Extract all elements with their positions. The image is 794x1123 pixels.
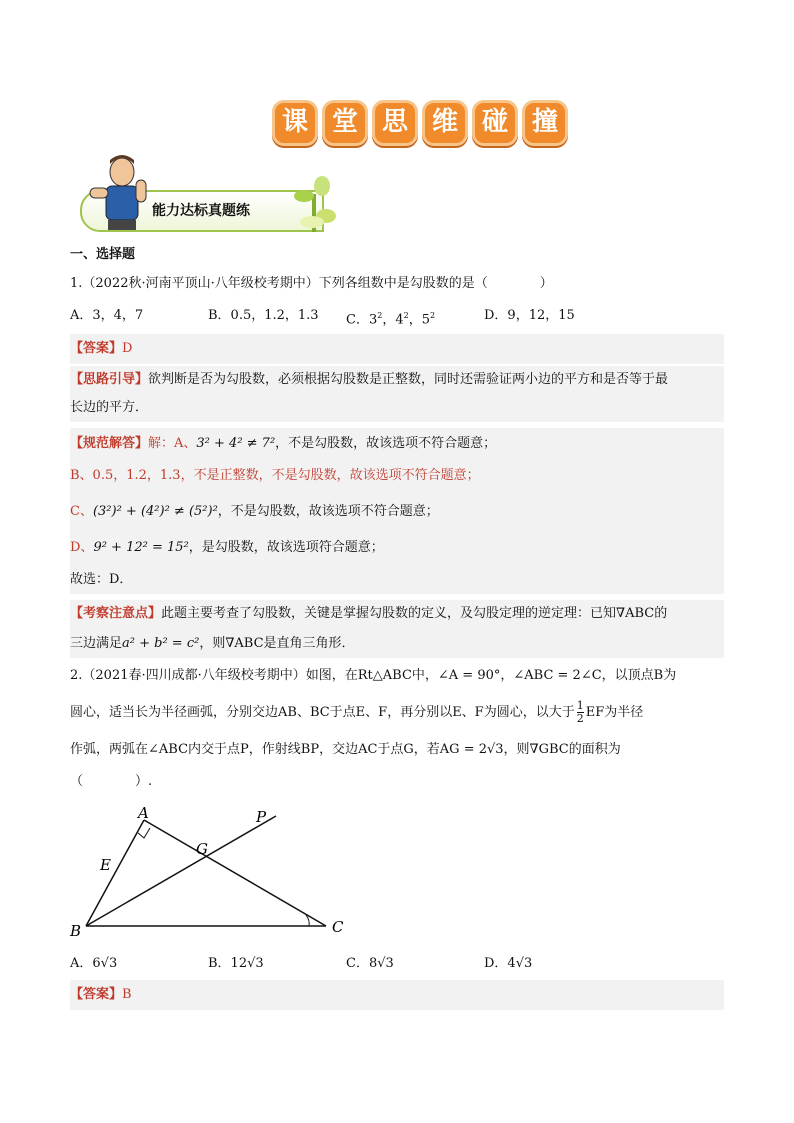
cartoon-man-icon <box>78 150 158 232</box>
sprout-icon <box>290 176 338 232</box>
banner-title <box>272 100 568 146</box>
banner-char: 维 <box>422 100 468 146</box>
q1-conclusion: 故选：D． <box>70 572 133 587</box>
q2-option-d: D．4√3 <box>484 956 533 971</box>
banner-char: 课 <box>272 100 318 146</box>
section-label: 能力达标真题练 <box>152 203 250 219</box>
label-c: C <box>332 918 344 936</box>
q2-stem-line1: 2.（2021春·四川成都·八年级校考期中）如图，在Rt△ABC中，∠A = 90°，∠ABC = 2∠C，以顶点B为 <box>70 668 677 683</box>
label-p: P <box>256 808 267 826</box>
q1-solution-b: B、0.5，1.2，1.3，不是正整数，不是勾股数，故该选项不符合题意； <box>70 468 480 483</box>
q2-stem-line3: 作弧，两弧在∠ABC内交于点P，作射线BP，交边AC于点G，若AG = 2√3，则∇GBC的面积为 <box>70 742 621 757</box>
label-g: G <box>196 840 208 858</box>
section-heading: 一、选择题 <box>70 247 136 262</box>
q1-option-c: C．$3^2$，$4^2$，$5^2$ <box>346 311 436 328</box>
label-b: B <box>70 922 82 940</box>
q1-option-a: A．3，4，7 <box>70 308 144 323</box>
label-a: A <box>138 804 149 822</box>
q1-solution-a: 【规范解答】解：A、3² + 4² ≠ 7²，不是勾股数，故该选项不符合题意； <box>70 436 497 451</box>
q1-note: 【考察注意点】此题主要考查了勾股数，关键是掌握勾股数的定义，及勾股定理的逆定理：已知∇ABC的 <box>70 606 668 621</box>
q2-answer: 【答案】B <box>70 987 132 1002</box>
q1-hint: 【思路引导】欲判断是否为勾股数，必须根据勾股数是正整数，同时还需验证两小边的平方和是否等于最 <box>70 372 669 387</box>
label-e: E <box>100 856 111 874</box>
q1-option-d: D．9，12，15 <box>484 308 575 323</box>
q1-note-cont: 三边满足a² + b² = c²，则∇ABC是直角三角形． <box>70 636 355 651</box>
q2-option-a: A．6√3 <box>70 956 118 971</box>
banner-char: 撞 <box>522 100 568 146</box>
q2-option-c: C．8√3 <box>346 956 394 971</box>
q2-option-b: B．12√3 <box>208 956 264 971</box>
q1-hint-cont: 长边的平方． <box>70 400 149 415</box>
triangle-figure <box>66 800 356 946</box>
q1-answer: 【答案】D <box>70 341 133 356</box>
banner-char: 堂 <box>322 100 368 146</box>
banner-char: 碰 <box>472 100 518 146</box>
q1-stem: 1.（2022秋·河南平顶山·八年级校考期中）下列各组数中是勾股数的是（ ） <box>70 276 553 291</box>
q1-option-b: B．0.5，1.2，1.3 <box>208 308 319 323</box>
q1-solution-d: D、9² + 12² = 15²，是勾股数，故该选项符合题意； <box>70 540 384 555</box>
q1-solution-c: C、(3²)² + (4²)² ≠ (5²)²，不是勾股数，故该选项不符合题意； <box>70 504 439 519</box>
q2-stem-line2: 圆心，适当长为半径画弧，分别交边AB、BC于点E、F，再分别以E、F为圆心，以大于 $\frac{1}{2}$ EF为半径 <box>70 699 644 725</box>
banner-char: 思 <box>372 100 418 146</box>
q2-stem-line4: （ ）. <box>70 774 153 789</box>
